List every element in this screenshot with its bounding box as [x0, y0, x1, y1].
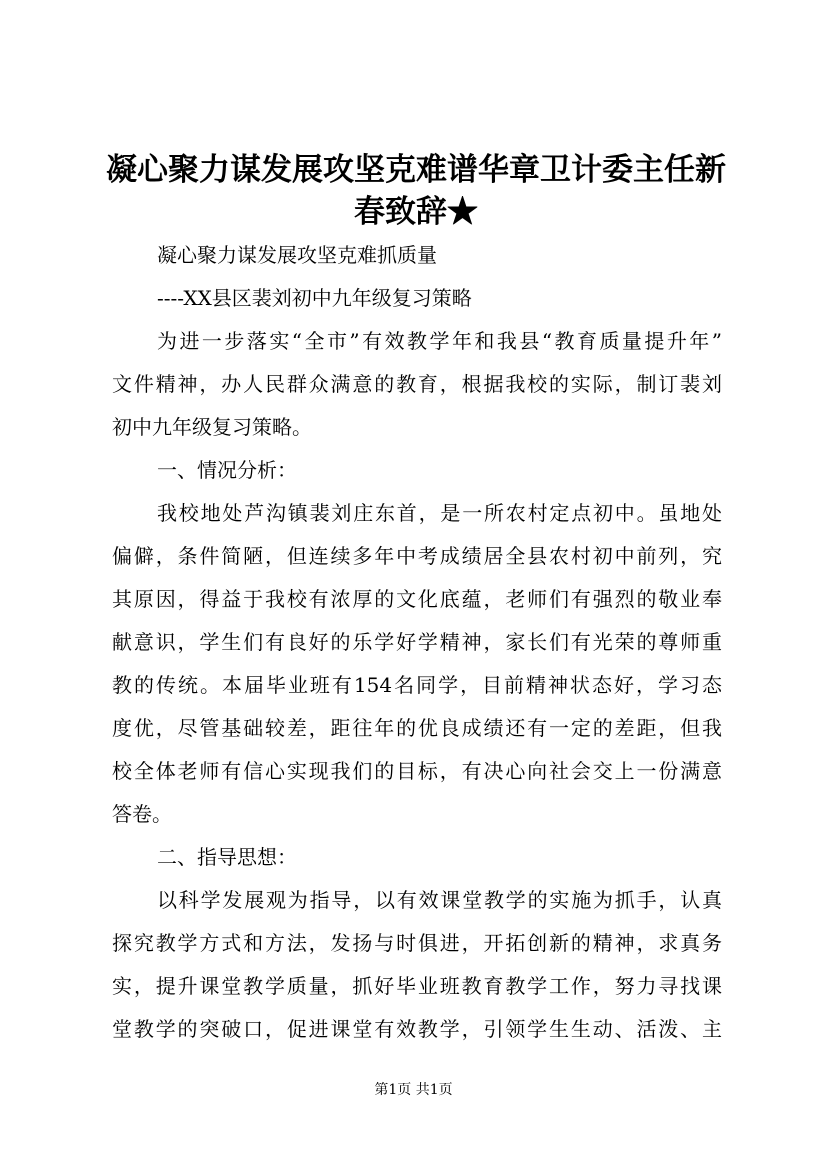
subtitle-strategy: ----XX县区裴刘初中九年级复习策略	[157, 286, 472, 310]
analysis-line-4: 献意识，学生们有良好的乐学好学精神，家长们有光荣的尊师重	[112, 630, 722, 654]
analysis-line-2: 偏僻，条件简陋，但连续多年中考成绩居全县农村初中前列，究	[112, 544, 722, 568]
section-heading-guidance: 二、指导思想：	[157, 845, 297, 869]
analysis-line-7: 校全体老师有信心实现我们的目标，有决心向社会交上一份满意	[112, 759, 722, 783]
subtitle: 凝心聚力谋发展攻坚克难抓质量	[157, 243, 437, 267]
section-heading-analysis: 一、情况分析：	[157, 458, 297, 482]
document-title-line-2: 春致辞★	[354, 194, 478, 230]
intro-line-1: 为进一步落实“全市”有效教学年和我县“教育质量提升年”	[157, 329, 722, 353]
page-footer: 第1页 共1页	[374, 1082, 453, 1098]
guidance-line-4: 堂教学的突破口，促进课堂有效教学，引领学生生动、活泼、主	[112, 1017, 722, 1041]
guidance-line-1: 以科学发展观为指导，以有效课堂教学的实施为抓手，认真	[157, 888, 722, 912]
document-title-line-1: 凝心聚力谋发展攻坚克难谱华章卫计委主任新	[106, 152, 726, 188]
analysis-line-5: 教的传统。本届毕业班有154名同学，目前精神状态好，学习态	[112, 673, 722, 697]
guidance-line-2: 探究教学方式和方法，发扬与时俱进，开拓创新的精神，求真务	[112, 931, 722, 955]
intro-line-2: 文件精神，办人民群众满意的教育，根据我校的实际，制订裴刘	[112, 372, 722, 396]
analysis-line-1: 我校地处芦沟镇裴刘庄东首，是一所农村定点初中。虽地处	[157, 501, 722, 525]
analysis-line-6: 度优，尽管基础较差，距往年的优良成绩还有一定的差距，但我	[112, 716, 722, 740]
analysis-line-8: 答卷。	[112, 802, 172, 826]
analysis-line-3: 其原因，得益于我校有浓厚的文化底蕴，老师们有强烈的敬业奉	[112, 587, 722, 611]
guidance-line-3: 实，提升课堂教学质量，抓好毕业班教育教学工作，努力寻找课	[112, 974, 722, 998]
intro-line-3: 初中九年级复习策略。	[112, 415, 312, 439]
